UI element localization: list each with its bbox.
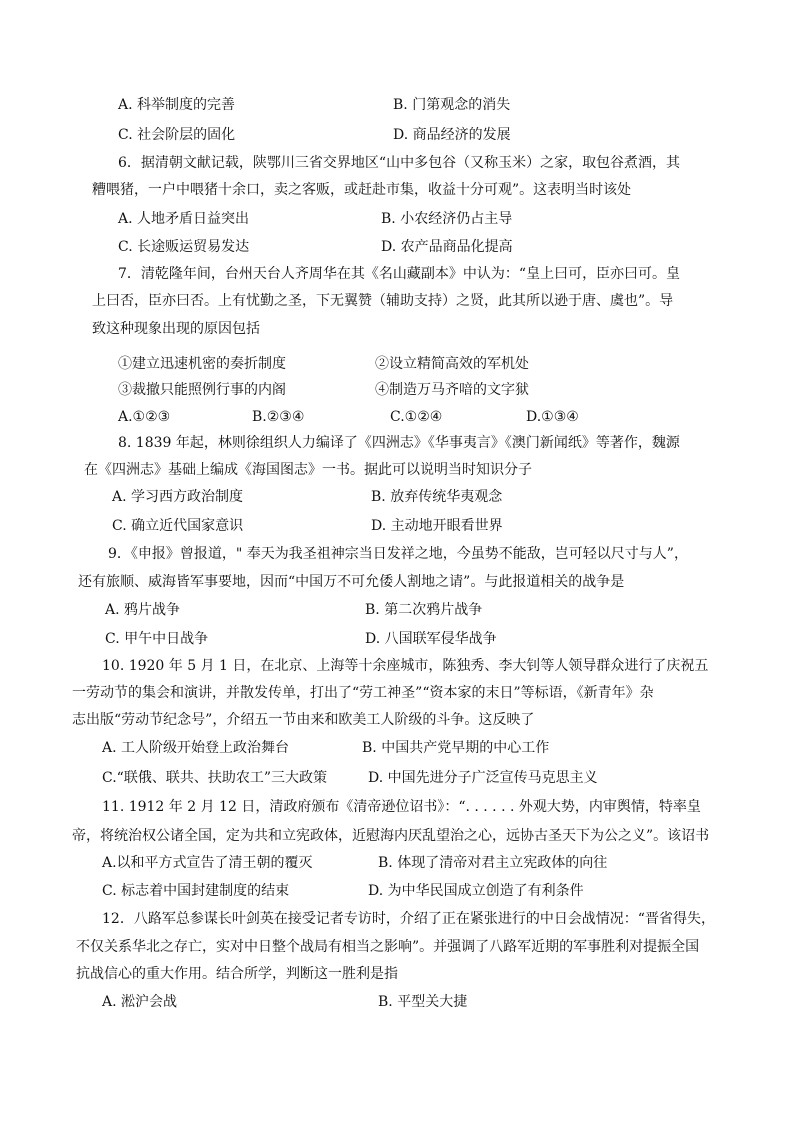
q10-stem-line-1: 10. 1920 年 5 月 1 日，在北京、上海等十余座城市，陈独秀、李大钊等人领导群众进行了庆祝五 <box>102 658 709 674</box>
q12-option-a: A. 淞沪会战 <box>102 994 178 1010</box>
q7-option-b: B.②③④ <box>252 409 305 425</box>
q5-option-b: B. 门第观念的消失 <box>393 97 511 113</box>
q12-stem-line-2: 不仅关系华北之存亡，实对中日整个战局有相当之影响”。并强调了八路军近期的军事胜利对提振全国 <box>76 939 700 955</box>
q9-option-b: B. 第二次鸦片战争 <box>365 602 483 618</box>
q9-stem-line-2: 还有旅顺、威海皆军事要地，因而“中国万不可允倭人割地之请”。与此报道相关的战争是 <box>78 574 625 590</box>
q7-stem-line-3: 致这种现象出现的原因包括 <box>92 321 260 337</box>
q7-stem-line-1: 7．清乾隆年间，台州天台人齐周华在其《名山藏副本》中认为：“皇上曰可，臣亦曰可。皇 <box>118 266 681 282</box>
q8-option-c: C. 确立近代国家意识 <box>112 518 244 534</box>
q6-option-c: C. 长途贩运贸易发达 <box>118 239 250 255</box>
q7-item-1: ①建立迅速机密的奏折制度 <box>118 356 286 372</box>
q6-stem-line-2: 糟喂猪，一户中喂猪十余口，卖之客贩，或赶赴市集，收益十分可观”。这表明当时该处 <box>92 182 632 198</box>
q9-stem-line-1: 9．《申报》曾报道，" 奉天为我圣祖神宗当日发祥之地，今虽势不能敌，岂可轻以尺寸与人”， <box>108 546 688 562</box>
q8-stem-line-2: 在《四洲志》基础上编成《海国图志》一书。据此可以说明当时知识分子 <box>84 462 532 478</box>
q11-stem-line-1: 11. 1912 年 2 月 12 日，清政府颁布《清帝逊位诏书》：“. . . . . . 外观大势，内审舆情，特率皇 <box>102 799 701 815</box>
q11-option-c: C. 标志着中国封建制度的结束 <box>102 883 290 899</box>
q11-stem-line-2: 帝，将统治权公诸全国，定为共和立宪政体，近慰海内厌乱望治之心，远协古圣天下为公之义”。该诏书 <box>72 828 710 844</box>
q11-option-b: B. 体现了清帝对君主立宪政体的向往 <box>378 855 608 871</box>
q10-stem-line-3: 志出版“劳动节纪念号”，介绍五一节由来和欧美工人阶级的斗争。这反映了 <box>72 712 535 728</box>
q5-option-c: C. 社会阶层的固化 <box>118 127 236 143</box>
q7-stem-line-2: 上曰否，臣亦曰否。上有忧勤之圣，下无翼赞（辅助支持）之贤，此其所以逊于唐、虞也”。导 <box>92 293 674 309</box>
q9-option-d: D. 八国联军侵华战争 <box>365 631 497 647</box>
q8-option-d: D. 主动地开眼看世界 <box>371 518 503 534</box>
q7-option-d: D.①③④ <box>526 409 579 425</box>
q9-option-a: A. 鸦片战争 <box>105 602 181 618</box>
q5-option-d: D. 商品经济的发展 <box>393 127 511 143</box>
q6-option-d: D. 农产品商品化提高 <box>381 239 513 255</box>
q7-item-4: ④制造万马齐喑的文字狱 <box>375 382 529 398</box>
q6-stem-line-1: 6．据清朝文献记载，陕鄂川三省交界地区“山中多包谷（又称玉米）之家，取包谷煮酒，其 <box>118 155 681 171</box>
q7-option-c: C.①②④ <box>390 409 443 425</box>
q8-option-a: A. 学习西方政治制度 <box>112 489 244 505</box>
q8-stem-line-1: 8. 1839 年起，林则徐组织人力编译了《四洲志》《华事夷言》《澳门新闻纸》等著作，魏源 <box>118 435 680 451</box>
q6-option-a: A. 人地矛盾日益突出 <box>118 211 250 227</box>
q10-option-c: C.“联俄、联共、扶助农工”三大政策 <box>102 770 327 786</box>
q5-option-a: A. 科举制度的完善 <box>118 97 236 113</box>
q11-option-a: A.以和平方式宣告了清王朝的覆灭 <box>102 855 313 871</box>
q12-stem-line-3: 抗战信心的重大作用。结合所学，判断这一胜利是指 <box>76 966 398 982</box>
q11-option-d: D. 为中华民国成立创造了有利条件 <box>368 883 584 899</box>
q8-option-b: B. 放弃传统华夷观念 <box>371 489 503 505</box>
q12-option-b: B. 平型关大捷 <box>378 994 468 1010</box>
q6-option-b: B. 小农经济仍占主导 <box>381 211 513 227</box>
q10-stem-line-2: 一劳动节的集会和演讲，并散发传单，打出了“劳工神圣”“资本家的末日”等标语，《新青年》杂 <box>72 685 654 701</box>
q10-option-b: B. 中国共产党早期的中心工作 <box>362 740 550 756</box>
q10-option-d: D. 中国先进分子广泛宣传马克思主义 <box>368 770 598 786</box>
q10-option-a: A. 工人阶级开始登上政治舞台 <box>102 740 290 756</box>
q7-option-a: A.①②③ <box>118 409 171 425</box>
q9-option-c: C. 甲午中日战争 <box>105 631 209 647</box>
q12-stem-line-1: 12．八路军总参谋长叶剑英在接受记者专访时，介绍了正在紧张进行的中日会战情况：“晋省得失， <box>102 911 715 927</box>
q7-item-2: ②设立精简高效的军机处 <box>375 356 529 372</box>
q7-item-3: ③裁撤只能照例行事的内阁 <box>118 382 286 398</box>
